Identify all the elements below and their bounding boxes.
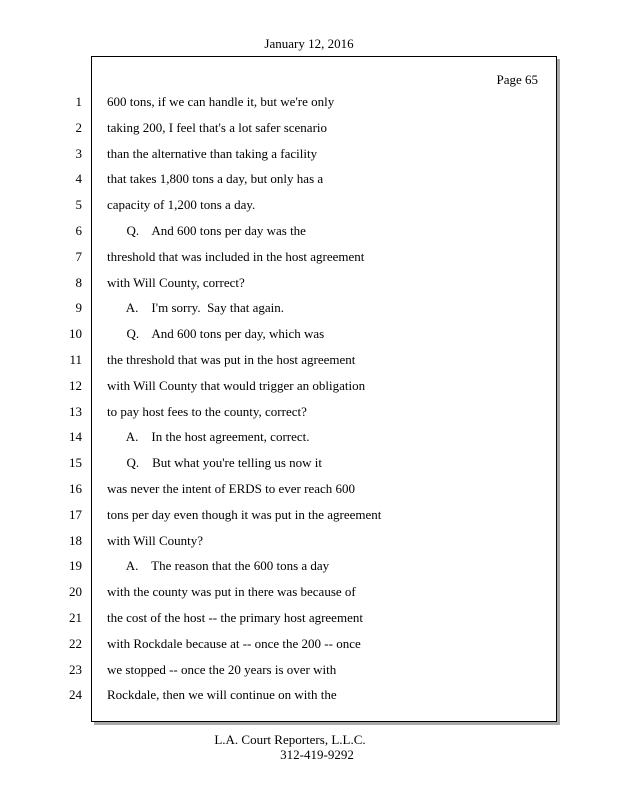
transcript-line xyxy=(0,661,618,679)
line-number: 3 xyxy=(75,145,82,161)
line-number: 24 xyxy=(69,687,82,703)
transcript-line xyxy=(0,274,618,292)
transcript-line xyxy=(0,454,618,472)
line-text: tons per day even though it was put in the agreement xyxy=(107,506,382,522)
line-text: Q. And 600 tons per day was the xyxy=(107,223,306,238)
line-text: that takes 1,800 tons a day, but only has a xyxy=(107,171,324,187)
line-number: 11 xyxy=(69,352,82,367)
line-text: we stopped -- once the 20 years is over with xyxy=(107,661,337,677)
transcript-line xyxy=(0,532,618,550)
line-number: 21 xyxy=(69,610,82,625)
transcript-line xyxy=(0,93,618,111)
line-text: A. I'm sorry. Say that again. xyxy=(107,300,284,316)
transcript-line xyxy=(0,480,618,498)
transcript-line xyxy=(0,145,618,163)
line-number: 17 xyxy=(69,506,82,522)
line-number: 14 xyxy=(69,429,82,445)
line-number: 16 xyxy=(69,481,82,496)
line-text: with Will County, correct? xyxy=(107,274,245,290)
line-text: Q. But what you're telling us now it xyxy=(107,455,323,471)
line-number: 4 xyxy=(75,171,82,187)
line-text: with Will County? xyxy=(107,532,204,548)
line-text: A. In the host agreement, correct. xyxy=(107,429,310,445)
line-text: than the alternative than taking a facility xyxy=(107,145,318,161)
footer-phone: 312-419-9292 xyxy=(280,747,354,762)
transcript-line xyxy=(0,557,618,575)
transcript-line xyxy=(0,506,618,524)
line-number: 22 xyxy=(69,635,82,651)
line-text: 600 tons, if we can handle it, but we're only xyxy=(107,94,335,109)
line-text: taking 200, I feel that's a lot safer scenario xyxy=(107,119,328,135)
transcript-line xyxy=(0,119,618,137)
line-number: 13 xyxy=(69,403,82,419)
line-number: 2 xyxy=(75,119,82,135)
transcript-line xyxy=(0,635,618,653)
line-number: 15 xyxy=(69,455,82,471)
line-number: 20 xyxy=(69,584,82,600)
transcript-line xyxy=(0,403,618,421)
transcript-line xyxy=(0,299,618,317)
footer-company: L.A. Court Reporters, L.L.C. xyxy=(214,732,366,747)
transcript-line xyxy=(0,428,618,446)
line-number: 8 xyxy=(75,274,82,290)
line-text: A. The reason that the 600 tons a day xyxy=(107,558,330,574)
transcript-line xyxy=(0,248,618,266)
line-text: with Will County that would trigger an obligation xyxy=(107,377,366,393)
line-text: capacity of 1,200 tons a day. xyxy=(107,197,256,213)
transcript-line xyxy=(0,377,618,395)
transcript-line xyxy=(0,686,618,704)
line-number: 10 xyxy=(69,326,82,342)
line-text: the threshold that was put in the host agreement xyxy=(107,352,356,367)
line-number: 5 xyxy=(75,197,82,213)
line-number: 9 xyxy=(75,300,82,316)
line-text: to pay host fees to the county, correct? xyxy=(107,403,307,419)
transcript-line xyxy=(0,222,618,240)
transcript-line xyxy=(0,609,618,627)
line-text: the cost of the host -- the primary host agreement xyxy=(107,610,363,625)
line-number: 18 xyxy=(69,532,82,548)
line-number: 6 xyxy=(75,223,82,238)
transcript-line xyxy=(0,325,618,343)
line-text: Q. And 600 tons per day, which was xyxy=(107,326,325,342)
line-number: 12 xyxy=(69,377,82,393)
line-number: 7 xyxy=(75,248,82,264)
transcript-line xyxy=(0,196,618,214)
line-text: threshold that was included in the host agreement xyxy=(107,248,365,264)
transcript-line xyxy=(0,351,618,369)
transcript-line xyxy=(0,583,618,601)
line-number: 23 xyxy=(69,661,82,677)
transcript-line xyxy=(0,170,618,188)
line-number: 1 xyxy=(75,94,82,109)
line-text: Rockdale, then we will continue on with the xyxy=(107,687,337,703)
line-text: with Rockdale because at -- once the 200 -- once xyxy=(107,635,361,651)
page-number: Page 65 xyxy=(496,72,538,87)
line-text: with the county was put in there was because of xyxy=(107,584,356,600)
header-date: January 12, 2016 xyxy=(264,36,354,51)
line-text: was never the intent of ERDS to ever reach 600 xyxy=(107,481,356,496)
line-number: 19 xyxy=(69,558,82,574)
